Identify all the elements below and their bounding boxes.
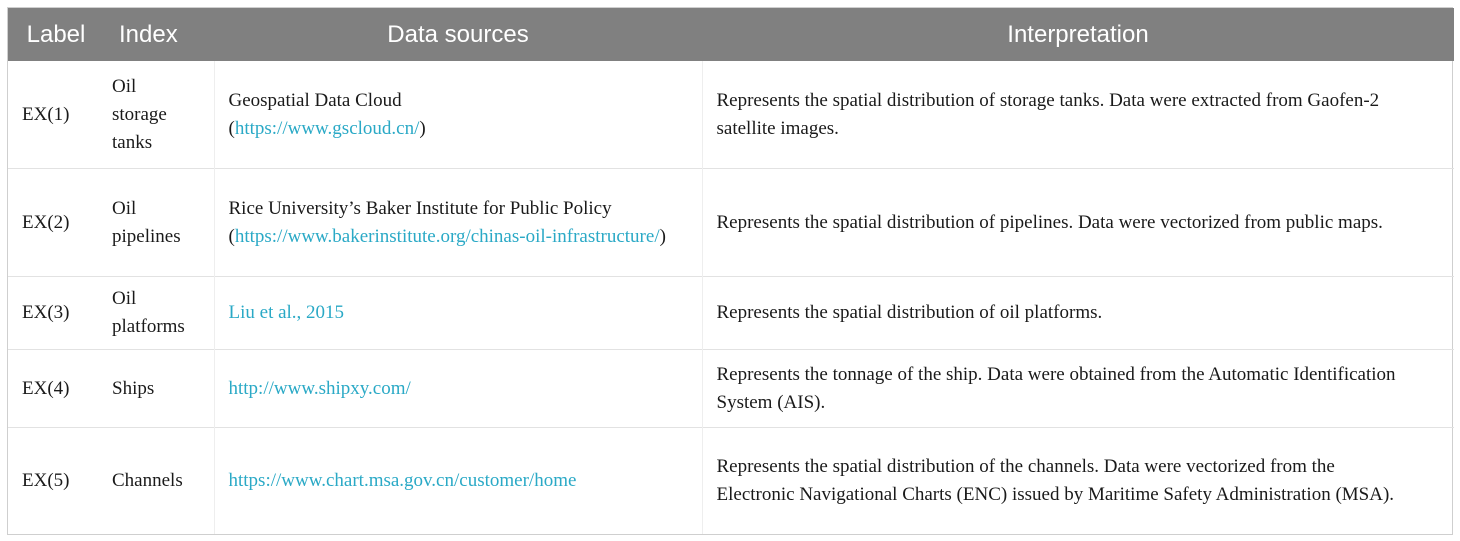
row-index: [104, 169, 214, 277]
header-index: Index: [104, 8, 214, 61]
row-interpretation: Represents the spatial distribution of oil platforms.: [702, 277, 1454, 350]
index-text: Oil pipelines: [112, 197, 181, 247]
source-link[interactable]: https://www.bakerinstitute.org/chinas-oil-infrastructure/: [234, 225, 660, 247]
row-index: [104, 277, 214, 350]
row-data-source: Rice University’s Baker Institute for Public Policy (https://www.bakerinstitute.org/chinas-oil-infrastructure/): [214, 169, 702, 277]
header-data-sources: Data sources: [214, 8, 702, 61]
row-label: EX(2): [8, 169, 104, 277]
row-label: EX(5): [8, 428, 104, 535]
table-row: [8, 169, 1454, 277]
row-label: EX(4): [8, 350, 104, 428]
table: [8, 8, 1454, 534]
row-data-source: [214, 350, 702, 428]
row-label: EX(1): [22, 103, 70, 125]
row-interpretation: Represents the spatial distribution of the channels. Data were vectorized from the Electronic Navigational Charts (ENC) issued by Maritime Safety Administration (MSA).: [702, 428, 1454, 535]
source-text: Geospatial Data Cloud: [228, 89, 402, 111]
source-link[interactable]: Liu et al., 2015: [228, 302, 345, 323]
table-row: [8, 428, 1454, 535]
index-text: Oil storage tanks: [112, 75, 167, 153]
row-data-source: Geospatial Data Cloud (https://www.gscloud.cn/): [214, 61, 702, 169]
row-data-source: [214, 428, 702, 535]
row-index: Channels: [104, 428, 214, 535]
row-label: EX(3): [8, 277, 104, 350]
source-link[interactable]: https://www.gscloud.cn/: [234, 117, 420, 139]
header-label: Label: [8, 8, 104, 61]
index-text: Oil platforms: [112, 288, 185, 337]
header-interpretation: Interpretation: [702, 8, 1454, 61]
row-interpretation: Represents the tonnage of the ship. Data were obtained from the Automatic Identification System (AIS).: [702, 350, 1454, 428]
row-index: Ships: [104, 350, 214, 428]
table-row: [8, 277, 1454, 350]
data-sources-table: [7, 7, 1453, 535]
source-link[interactable]: http://www.shipxy.com/: [228, 377, 411, 399]
row-index: [104, 61, 214, 169]
row-data-source: [214, 277, 702, 350]
table-row: [8, 350, 1454, 428]
header-row: [8, 8, 1454, 61]
source-link[interactable]: https://www.chart.msa.gov.cn/customer/home: [228, 470, 577, 491]
table-row: [8, 61, 1454, 169]
row-interpretation: Represents the spatial distribution of storage tanks. Data were extracted from Gaofen-2 satellite images.: [702, 61, 1454, 169]
source-text: Rice University’s Baker Institute for Public Policy: [228, 197, 612, 219]
row-interpretation: Represents the spatial distribution of pipelines. Data were vectorized from public maps.: [702, 169, 1454, 277]
